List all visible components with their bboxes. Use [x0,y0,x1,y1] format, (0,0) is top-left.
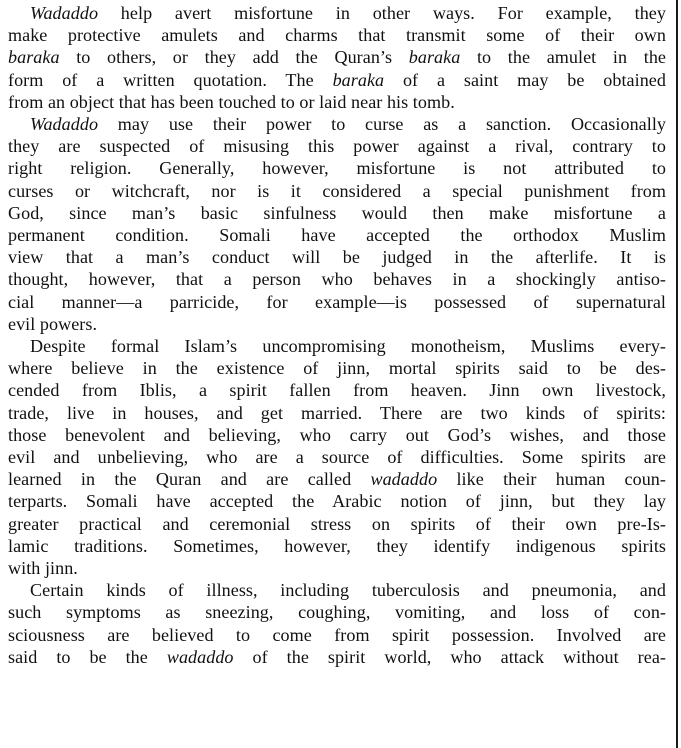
text-line: Wadaddo may use their power to curse as a sanction. Occasionally [30,114,666,135]
text-line: curses or witchcraft, nor is it considered a special punishment from [8,180,666,201]
text-line: with jinn. [8,558,78,579]
italic-term: baraka [8,47,60,68]
text-line: sciousness are believed to come from spirit possession. Involved are [8,624,666,645]
italic-term: Wadaddo [30,114,99,135]
italic-term: baraka [408,47,461,68]
paragraph [8,335,666,579]
text-line: trade, live in houses, and get married. There are two kinds of spirits: [8,402,666,423]
italic-term: wadaddo [370,469,438,490]
italic-term: wadaddo [166,646,234,667]
text-line: right religion. Generally, however, misfortune is not attributed to [8,158,666,179]
text-line: cended from Iblis, a spirit fallen from heaven. Jinn own livestock, [8,380,666,401]
paragraph [8,113,666,335]
text-line: lamic traditions. Sometimes, however, they identify indigenous spirits [8,535,666,556]
text-line: evil powers. [8,313,98,334]
text-line: permanent condition. Somali have accepted the orthodox Muslim [8,225,666,246]
document-page [8,2,666,668]
text-line: God, since man’s basic sinfulness would then make misfortune a [8,202,666,223]
italic-term: Wadaddo [30,3,99,23]
text-line: cial manner—a parricide, for example—is possessed of supernatural [8,291,666,312]
paragraph [8,2,666,113]
text-line: such symptoms as sneezing, coughing, vomiting, and loss of con- [8,602,666,623]
text-line: where believe in the existence of jinn, mortal spirits said to be des- [8,358,666,379]
text-line: terparts. Somali have accepted the Arabic notion of jinn, but they lay [8,491,666,512]
text-line: baraka to others, or they add the Quran’s baraka to the amulet in the [8,47,666,68]
text-line: form of a written quotation. The baraka of a saint may be obtained [8,69,666,90]
text-line: Wadaddo help avert misfortune in other ways. For example, they [30,3,666,23]
text-line: evil and unbelieving, who are a source of difficulties. Some spirits are [8,447,666,468]
text-line: those benevolent and believing, who carry out God’s wishes, and those [8,424,666,445]
text-line: learned in the Quran and are called wadaddo like their human coun- [8,469,666,490]
page-edge-line [676,0,678,748]
text-line: from an object that has been touched to or laid near his tomb. [8,91,455,112]
text-line: Despite formal Islam’s uncompromising monotheism, Muslims every- [30,336,666,357]
paragraph [8,579,666,668]
text-line: Certain kinds of illness, including tuberculosis and pneumonia, and [30,580,666,601]
text-line: make protective amulets and charms that transmit some of their own [8,25,666,46]
text-line: said to be the wadaddo of the spirit world, who attack without rea- [8,646,666,667]
italic-term: baraka [332,69,385,90]
text-line: view that a man’s conduct will be judged in the afterlife. It is [8,247,666,268]
text-line: thought, however, that a person who behaves in a shockingly antiso- [8,269,666,290]
text-line: greater practical and ceremonial stress on spirits of their own pre-Is- [8,513,666,534]
text-line: they are suspected of misusing this power against a rival, contrary to [8,136,666,157]
